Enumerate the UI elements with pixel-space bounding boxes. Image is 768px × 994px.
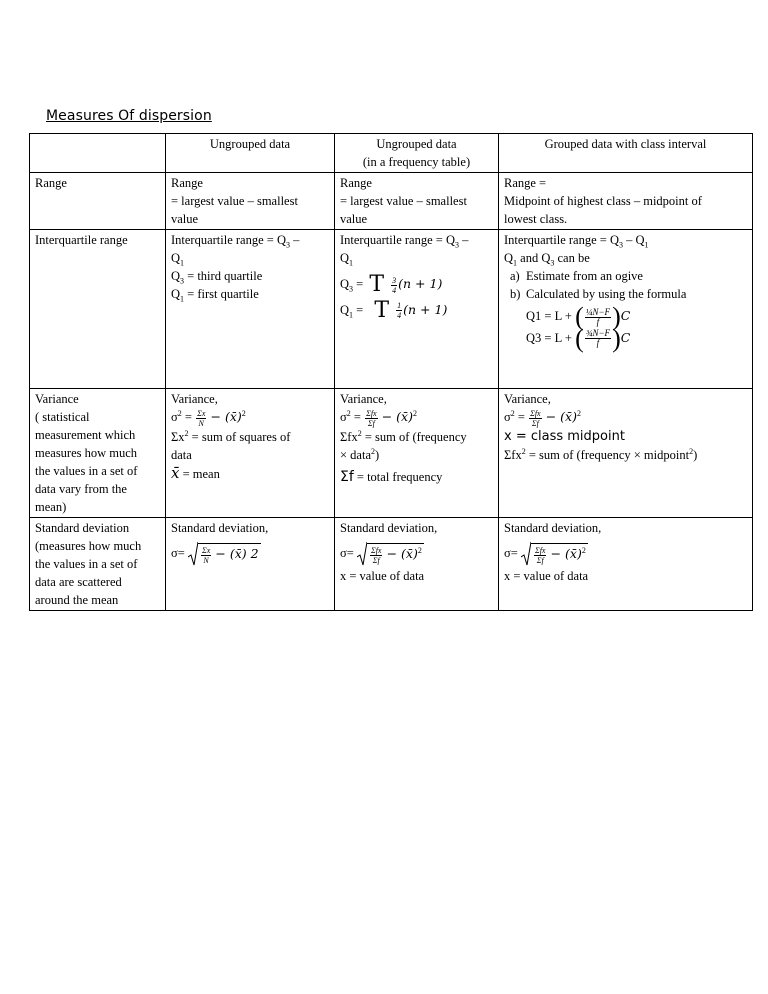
grouped-q1-formula: Q1 = L + ( $\frac{\text{¼N−F}}{f}$ )C: [526, 302, 631, 332]
iqr-grouped: Interquartile range = $Q_3 - Q_1$ $Q_1$ and $Q_3$ can be a) Estimate from an ogive b) Calculated by using the formula Q1 = L + ( $\frac{\text{¼N−F}}{f}$ )C Q3 = L + ( $\frac{\text{¾N−F}}{f}$ )C: [499, 230, 753, 389]
sd-grouped: Standard deviation, σ= $\frac{\text{Σfx}}{\Sigma f}$ − (x̄)$^2$ x = value of data: [499, 518, 753, 611]
header-empty: [30, 134, 166, 173]
sd-formula-grouped: σ= $\frac{\text{Σfx}}{\Sigma f}$ − (x̄)$^2$: [504, 541, 747, 567]
sd-ungrouped: Standard deviation, σ= $\frac{\Sigma x}{N}$ − (x̄) 2: [166, 518, 335, 611]
variance-frequency: Variance, $\sigma^2$ = $\frac{\text{Σfx}}{\Sigma f}$ − (x̄)$^2$ Σfx$^2$ = sum of (frequency × data$^2$) Σf = total frequency: [335, 389, 499, 518]
sd-frequency: Standard deviation, σ= $\frac{\text{Σfx}}{\Sigma f}$ − (x̄)$^2$ x = value of data: [335, 518, 499, 611]
list-item: b) Calculated by using the formula: [510, 287, 687, 301]
table-row-range: [30, 173, 753, 230]
range-ungrouped: Range = largest value – smallest value: [166, 173, 335, 230]
sqrt-icon: [521, 541, 531, 567]
table-header-row: [30, 134, 753, 173]
row-label-iqr: Interquartile range: [30, 230, 166, 389]
sqrt-icon: [188, 541, 198, 567]
table-row-sd: [30, 518, 753, 611]
variance-formula-ungrouped: $\sigma^2$ = $\frac{\Sigma x}{N}$ − (x̄)$^2$: [171, 408, 246, 428]
list-item: a) Estimate from an ogive: [510, 269, 643, 283]
variance-formula-grouped: $\sigma^2$ = $\frac{\text{Σfx}}{\Sigma f}$ − (x̄)$^2$: [504, 408, 581, 428]
variance-grouped: Variance, $\sigma^2$ = $\frac{\text{Σfx}}{\Sigma f}$ − (x̄)$^2$ x = class midpoint Σfx$^2$ = sum of (frequency × midpoint$^2$): [499, 389, 753, 518]
row-label-sd: Standard deviation (measures how much the values in a set of data are scattered around the mean: [30, 518, 166, 611]
q1-formula: $Q_1 = T$ $\frac{1}{4}$ (n + 1): [340, 297, 448, 323]
page-title: Measures Of dispersion: [46, 108, 212, 124]
dispersion-table: [29, 133, 753, 611]
variance-formula-frequency: $\sigma^2$ = $\frac{\text{Σfx}}{\Sigma f}$ − (x̄)$^2$: [340, 408, 417, 428]
table-row-variance: [30, 389, 753, 518]
row-label-variance: Variance ( statistical measurement which measures how much the values in a set of data vary from the mean): [30, 389, 166, 518]
q3-formula: $Q_3 = T$ $\frac{3}{4}$ (n + 1): [340, 272, 443, 298]
header-ungrouped: Ungrouped data: [166, 134, 335, 173]
sd-formula-frequency: σ= $\frac{\text{Σfx}}{\Sigma f}$ − (x̄)$^2$: [340, 541, 493, 567]
grouped-q3-formula: Q3 = L + ( $\frac{\text{¾N−F}}{f}$ )C: [526, 323, 631, 353]
range-grouped: Range = Midpoint of highest class – midpoint of lowest class.: [499, 173, 753, 230]
row-label-range: Range: [30, 173, 166, 230]
header-frequency-table: Ungrouped data (in a frequency table): [335, 134, 499, 173]
header-grouped: Grouped data with class interval: [499, 134, 753, 173]
sd-formula-ungrouped: σ= $\frac{\Sigma x}{N}$ − (x̄) 2: [171, 541, 329, 567]
iqr-frequency: Interquartile range = $Q_3$ – $Q_1$ $Q_3 = T$ $\frac{3}{4}$ (n + 1) $Q_1 = T$ $\frac{1}{4}$ (n + 1): [335, 230, 499, 389]
sqrt-icon: [357, 541, 367, 567]
table-row-iqr: [30, 230, 753, 389]
iqr-ungrouped: Interquartile range = $Q_3$ – $Q_1$ $Q_3$ = third quartile $Q_1$ = first quartile: [166, 230, 335, 389]
range-frequency: Range = largest value – smallest value: [335, 173, 499, 230]
variance-ungrouped: Variance, $\sigma^2$ = $\frac{\Sigma x}{N}$ − (x̄)$^2$ $\Sigma x^2$ = sum of squares of data x̄ = mean: [166, 389, 335, 518]
